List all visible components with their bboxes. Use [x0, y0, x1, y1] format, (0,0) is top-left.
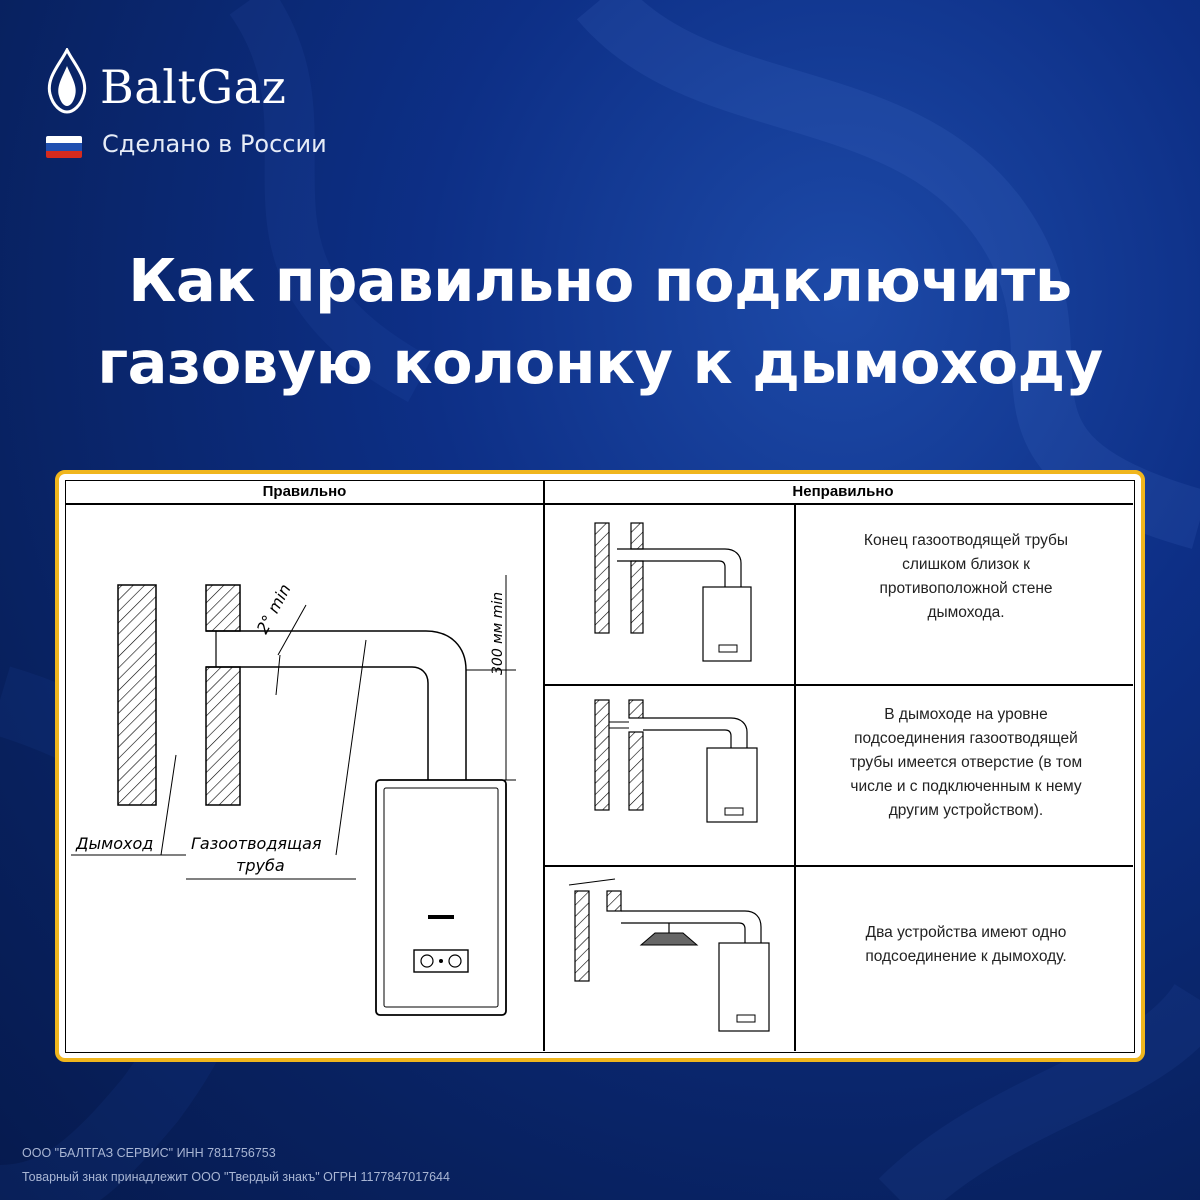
incorrect-diagram-1: [545, 505, 793, 683]
water-heater: [376, 780, 506, 1015]
incorrect-diagram-3: [545, 867, 793, 1051]
page-title: [0, 240, 1200, 404]
desc-1-line-4: дымохода.: [927, 604, 1005, 621]
desc-1-line-1: Конец газоотводящей трубы: [863, 532, 1069, 549]
incorrect-desc-3: [798, 921, 1134, 969]
chimney-right-wall-top: [206, 585, 240, 631]
header-incorrect: Неправильно: [792, 483, 894, 500]
desc-3-line-2: подсоединение к дымоходу.: [865, 948, 1067, 965]
desc-1-line-2: слишком близок к: [902, 556, 1030, 573]
desc-2-line-5: другим устройством).: [888, 802, 1044, 819]
exhaust-pipe: [206, 631, 466, 780]
correct-connection-diagram: [66, 505, 543, 1051]
flame-logo-icon: [44, 48, 90, 114]
russia-flag-icon: [46, 136, 82, 158]
incorrect-diagram-2: [545, 686, 793, 864]
brand-name: BaltGaz: [100, 60, 287, 114]
desc-2-line-1: В дымоходе на уровне: [884, 706, 1048, 723]
chimney-right-wall-bottom: [206, 667, 240, 805]
header-correct: Правильно: [262, 483, 347, 500]
desc-2-line-2: подсоединения газоотводящей: [854, 730, 1078, 747]
desc-2-line-4: числе и с подключенным к нему: [850, 778, 1082, 795]
made-in-russia-text: Сделано в России: [102, 130, 327, 158]
footer-company: ООО "БАЛТГАЗ СЕРВИС" ИНН 7811756753: [22, 1146, 276, 1160]
pipe-label-line1: Газоотводящая: [191, 834, 322, 853]
pipe-label-line2: труба: [236, 856, 285, 875]
footer-trademark: Товарный знак принадлежит ООО "Твердый знакъ" ОГРН 1177847017644: [22, 1170, 450, 1184]
desc-3-line-1: Два устройства имеют одно: [865, 924, 1067, 941]
title-line-2: газовую колонку к дымоходу: [97, 328, 1103, 397]
incorrect-desc-2: [798, 703, 1134, 823]
connection-table-panel: [55, 470, 1145, 1062]
chimney-left-wall: [118, 585, 156, 805]
incorrect-desc-1: [798, 529, 1134, 625]
connection-table: [65, 480, 1135, 1053]
angle-label: 2° min: [252, 580, 295, 637]
desc-1-line-3: противоположной стене: [879, 580, 1053, 597]
desc-2-line-3: трубы имеется отверстие (в том: [849, 754, 1083, 771]
title-line-1: Как правильно подключить: [128, 246, 1072, 315]
height-label: 300 мм min: [490, 591, 506, 675]
chimney-label: Дымоход: [76, 834, 154, 853]
incorrect-inner-divider: [794, 503, 796, 1051]
